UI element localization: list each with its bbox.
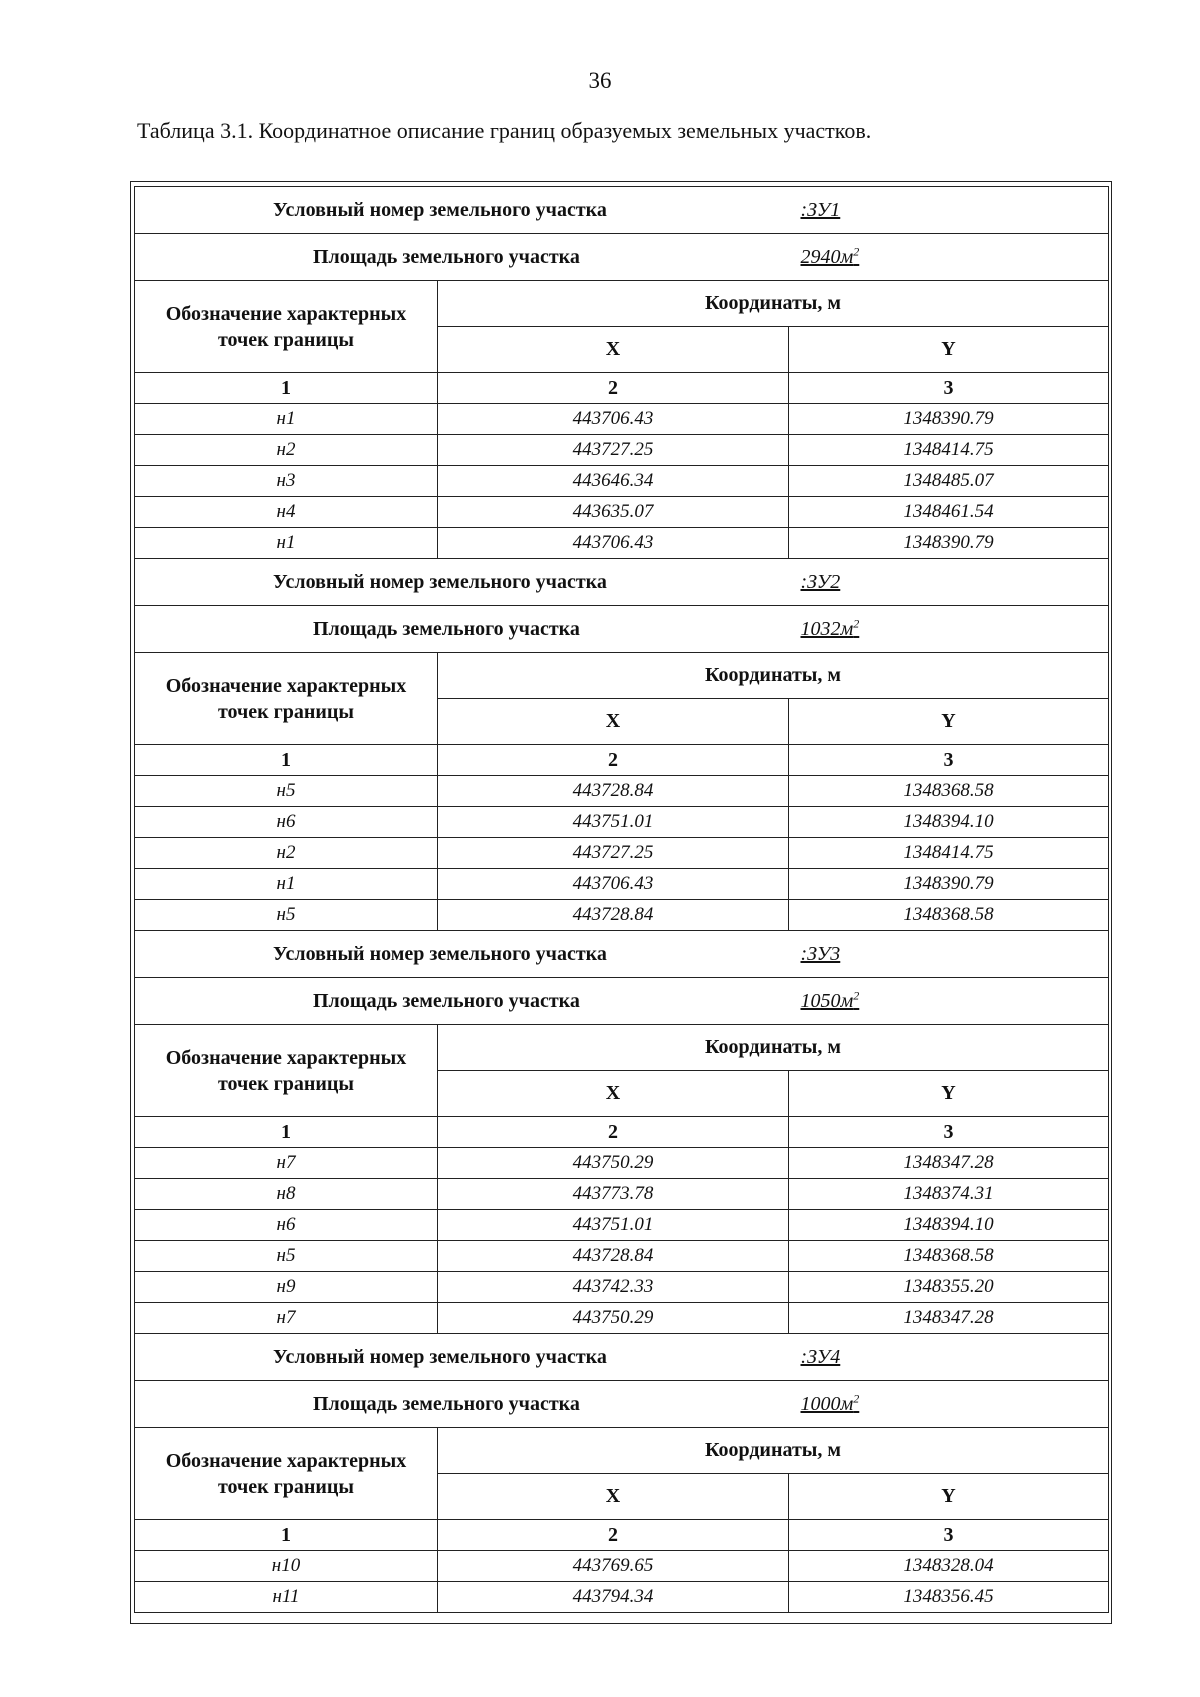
table-row [135, 466, 1109, 497]
table-caption: Таблица 3.1. Координатное описание границ образуемых земельных участков. [137, 118, 872, 143]
plot-area-number: 1032м [800, 618, 854, 641]
y-coordinate-cell: 1348485.07 [789, 466, 1109, 497]
column-number-row [135, 1117, 1109, 1148]
points-header-line1: Обозначение характерных [165, 674, 407, 697]
plot-area-label: Площадь земельного участка [135, 606, 789, 653]
coordinates-header-row [135, 653, 1109, 699]
y-coordinate-cell: 1348390.79 [789, 528, 1109, 559]
column-number-row [135, 745, 1109, 776]
x-coordinate-cell: 443750.29 [438, 1148, 789, 1179]
table-row [135, 776, 1109, 807]
point-name-cell: н2 [135, 435, 438, 466]
points-column-header [135, 653, 438, 745]
y-coordinate-cell: 1348368.58 [789, 1241, 1109, 1272]
y-coordinate-cell: 1348394.10 [789, 807, 1109, 838]
points-header-line1: Обозначение характерных [165, 1449, 407, 1472]
plot-area-row [135, 978, 1109, 1025]
y-coordinate-cell: 1348347.28 [789, 1303, 1109, 1334]
x-column-header: X [438, 327, 789, 373]
points-header-line1: Обозначение характерных [165, 1046, 407, 1069]
column-number-3: 3 [789, 1117, 1109, 1148]
coordinates-header: Координаты, м [438, 1428, 1109, 1474]
plot-area-value [801, 1393, 860, 1415]
x-coordinate-cell: 443773.78 [438, 1179, 789, 1210]
table-row [135, 528, 1109, 559]
plot-number-cell [789, 931, 1109, 978]
plot-area-number: 1000м [800, 1393, 854, 1416]
point-name-cell: н1 [135, 528, 438, 559]
x-coordinate-cell: 443706.43 [438, 404, 789, 435]
coordinates-header-row [135, 281, 1109, 327]
table-row [135, 404, 1109, 435]
x-coordinate-cell: 443751.01 [438, 807, 789, 838]
table-row [135, 1551, 1109, 1582]
column-number-2: 2 [438, 1117, 789, 1148]
point-name-cell: н5 [135, 900, 438, 931]
x-coordinate-cell: 443794.34 [438, 1582, 789, 1613]
x-coordinate-cell: 443727.25 [438, 435, 789, 466]
x-coordinate-cell: 443728.84 [438, 776, 789, 807]
y-coordinate-cell: 1348414.75 [789, 838, 1109, 869]
y-column-header: Y [789, 327, 1109, 373]
point-name-cell: н5 [135, 776, 438, 807]
x-column-header: X [438, 699, 789, 745]
coordinates-table-body [135, 187, 1109, 1613]
x-coordinate-cell: 443750.29 [438, 1303, 789, 1334]
points-header-line1: Обозначение характерных [165, 302, 407, 325]
point-name-cell: н11 [135, 1582, 438, 1613]
plot-number-cell [789, 1334, 1109, 1381]
point-name-cell: н4 [135, 497, 438, 528]
column-number-row [135, 1520, 1109, 1551]
plot-area-row [135, 234, 1109, 281]
plot-area-cell [789, 234, 1109, 281]
plot-area-cell [789, 1381, 1109, 1428]
y-coordinate-cell: 1348368.58 [789, 776, 1109, 807]
column-number-2: 2 [438, 1520, 789, 1551]
plot-area-unit-superscript: 2 [853, 988, 860, 1003]
x-column-header: X [438, 1474, 789, 1520]
plot-area-unit-superscript: 2 [853, 1391, 860, 1406]
plot-area-label: Площадь земельного участка [135, 978, 789, 1025]
point-name-cell: н10 [135, 1551, 438, 1582]
plot-number-label: Условный номер земельного участка [135, 187, 789, 234]
x-coordinate-cell: 443728.84 [438, 1241, 789, 1272]
table-row [135, 1148, 1109, 1179]
y-column-header: Y [789, 1071, 1109, 1117]
coordinates-header-row [135, 1025, 1109, 1071]
coordinates-header-row [135, 1428, 1109, 1474]
point-name-cell: н3 [135, 466, 438, 497]
table-row [135, 900, 1109, 931]
column-number-1: 1 [135, 1520, 438, 1551]
table-row [135, 838, 1109, 869]
y-coordinate-cell: 1348414.75 [789, 435, 1109, 466]
plot-number-value: :ЗУ3 [800, 942, 841, 965]
plot-area-row [135, 1381, 1109, 1428]
x-coordinate-cell: 443706.43 [438, 869, 789, 900]
plot-area-label: Площадь земельного участка [135, 234, 789, 281]
points-column-header [135, 281, 438, 373]
x-coordinate-cell: 443751.01 [438, 1210, 789, 1241]
coordinates-header: Координаты, м [438, 1025, 1109, 1071]
table-row [135, 435, 1109, 466]
y-coordinate-cell: 1348374.31 [789, 1179, 1109, 1210]
column-number-1: 1 [135, 745, 438, 776]
point-name-cell: н1 [135, 869, 438, 900]
plot-number-label: Условный номер земельного участка [135, 1334, 789, 1381]
plot-area-value [801, 618, 860, 640]
column-number-row [135, 373, 1109, 404]
table-row [135, 807, 1109, 838]
point-name-cell: н2 [135, 838, 438, 869]
plot-area-number: 2940м [800, 246, 854, 269]
x-coordinate-cell: 443742.33 [438, 1272, 789, 1303]
column-number-2: 2 [438, 373, 789, 404]
y-coordinate-cell: 1348390.79 [789, 869, 1109, 900]
x-column-header: X [438, 1071, 789, 1117]
column-number-2: 2 [438, 745, 789, 776]
y-coordinate-cell: 1348390.79 [789, 404, 1109, 435]
y-coordinate-cell: 1348368.58 [789, 900, 1109, 931]
table-row [135, 1272, 1109, 1303]
table-row [135, 1179, 1109, 1210]
y-column-header: Y [789, 699, 1109, 745]
column-number-1: 1 [135, 373, 438, 404]
x-coordinate-cell: 443728.84 [438, 900, 789, 931]
y-coordinate-cell: 1348356.45 [789, 1582, 1109, 1613]
y-coordinate-cell: 1348347.28 [789, 1148, 1109, 1179]
plot-number-row [135, 559, 1109, 606]
table-row [135, 1582, 1109, 1613]
plot-area-unit-superscript: 2 [853, 616, 860, 631]
points-column-header [135, 1025, 438, 1117]
points-header-line2: точек границы [217, 1072, 355, 1095]
plot-number-label: Условный номер земельного участка [135, 931, 789, 978]
plot-area-row [135, 606, 1109, 653]
coordinates-header: Координаты, м [438, 653, 1109, 699]
coordinates-table [134, 186, 1109, 1613]
points-header-line2: точек границы [217, 328, 355, 351]
column-number-3: 3 [789, 1520, 1109, 1551]
point-name-cell: н6 [135, 1210, 438, 1241]
x-coordinate-cell: 443635.07 [438, 497, 789, 528]
table-row [135, 1210, 1109, 1241]
x-coordinate-cell: 443646.34 [438, 466, 789, 497]
plot-number-value: :ЗУ4 [800, 1345, 841, 1368]
table-row [135, 497, 1109, 528]
plot-number-row [135, 1334, 1109, 1381]
plot-number-row [135, 931, 1109, 978]
plot-number-cell [789, 187, 1109, 234]
table-row [135, 869, 1109, 900]
points-header-line2: точек границы [217, 1475, 355, 1498]
plot-area-unit-superscript: 2 [853, 244, 860, 259]
plot-area-number: 1050м [800, 990, 854, 1013]
plot-area-value [801, 246, 860, 268]
plot-number-value: :ЗУ2 [800, 570, 841, 593]
point-name-cell: н8 [135, 1179, 438, 1210]
y-coordinate-cell: 1348394.10 [789, 1210, 1109, 1241]
plot-number-row [135, 187, 1109, 234]
plot-area-label: Площадь земельного участка [135, 1381, 789, 1428]
page-number: 36 [588, 68, 612, 93]
point-name-cell: н9 [135, 1272, 438, 1303]
point-name-cell: н7 [135, 1148, 438, 1179]
y-coordinate-cell: 1348328.04 [789, 1551, 1109, 1582]
point-name-cell: н1 [135, 404, 438, 435]
plot-number-label: Условный номер земельного участка [135, 559, 789, 606]
point-name-cell: н5 [135, 1241, 438, 1272]
plot-number-cell [789, 559, 1109, 606]
y-column-header: Y [789, 1474, 1109, 1520]
table-row [135, 1241, 1109, 1272]
column-number-1: 1 [135, 1117, 438, 1148]
point-name-cell: н6 [135, 807, 438, 838]
plot-area-cell [789, 978, 1109, 1025]
x-coordinate-cell: 443769.65 [438, 1551, 789, 1582]
column-number-3: 3 [789, 373, 1109, 404]
table-row [135, 1303, 1109, 1334]
x-coordinate-cell: 443727.25 [438, 838, 789, 869]
points-header-line2: точек границы [217, 700, 355, 723]
plot-area-cell [789, 606, 1109, 653]
y-coordinate-cell: 1348461.54 [789, 497, 1109, 528]
x-coordinate-cell: 443706.43 [438, 528, 789, 559]
points-column-header [135, 1428, 438, 1520]
column-number-3: 3 [789, 745, 1109, 776]
y-coordinate-cell: 1348355.20 [789, 1272, 1109, 1303]
plot-number-value: :ЗУ1 [800, 198, 841, 221]
coordinates-header: Координаты, м [438, 281, 1109, 327]
point-name-cell: н7 [135, 1303, 438, 1334]
plot-area-value [801, 990, 860, 1012]
